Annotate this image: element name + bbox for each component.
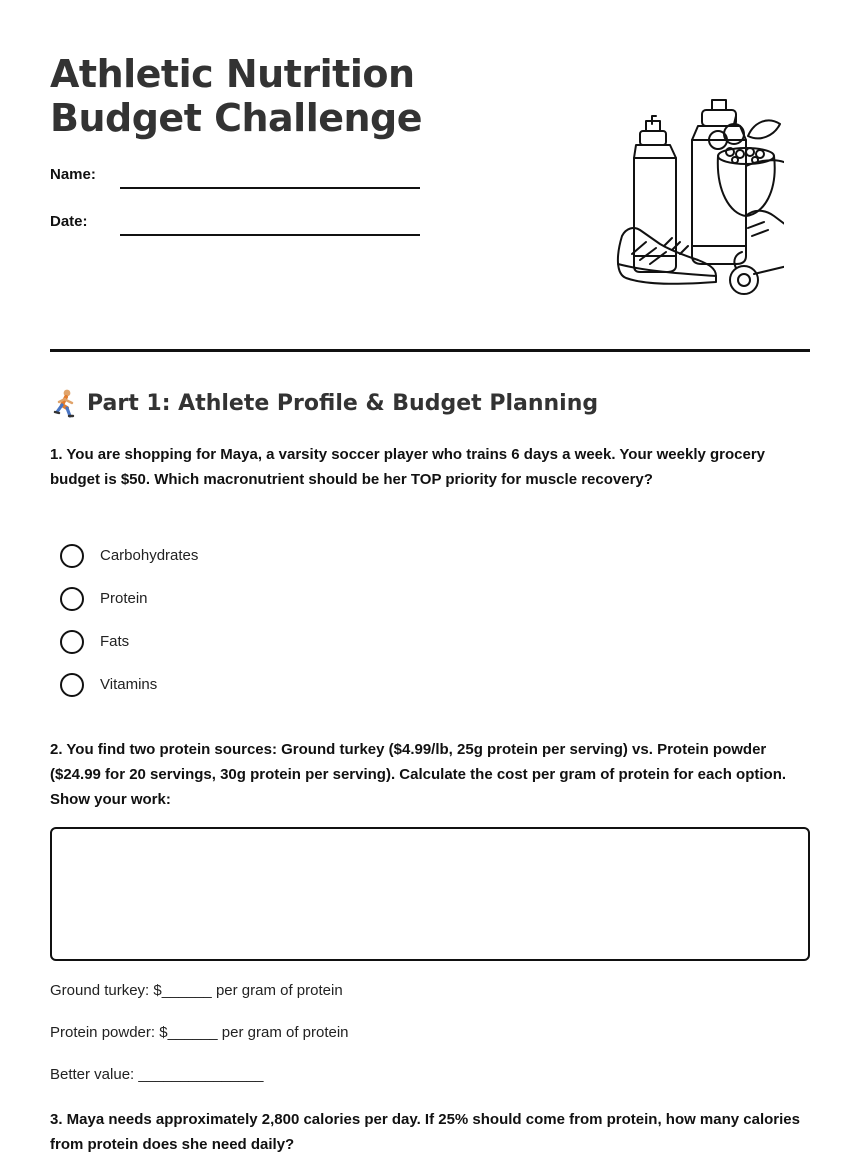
name-field[interactable] [120, 187, 420, 189]
runner-icon [50, 388, 78, 418]
section-divider [50, 349, 810, 352]
work-answer-box[interactable] [50, 827, 810, 961]
radio-button[interactable] [60, 544, 84, 568]
better-value-line[interactable]: Better value: _______________ [50, 1066, 264, 1083]
date-field[interactable] [120, 234, 420, 236]
option-vitamins[interactable] [60, 663, 198, 706]
question-1: 1. You are shopping for Maya, a varsity soccer player who trains 6 days a week. Your weekly grocery budget is $50. Which macronutrient should be her TOP priority for muscle recovery? [50, 446, 766, 488]
question-3: 3. Maya needs approximately 2,800 calories per day. If 25% should come from protein, how many calories from protein does she need daily? [50, 1111, 800, 1153]
question-2: 2. You find two protein sources: Ground turkey ($4.99/lb, 25g protein per serving) vs. Protein powder ($24.99 for 20 servings, 30g protein per serving). Calculate the cost per gram of protein for each option. Show your work: [50, 741, 787, 808]
option-label: Protein [100, 590, 148, 607]
part-1-heading [50, 388, 598, 418]
water-bottles-sneakers-fruit-bowl-dumbbell-illustration [568, 96, 784, 298]
question-1-options [60, 534, 198, 706]
option-label: Fats [100, 633, 130, 650]
turkey-answer-line[interactable]: Ground turkey: $______ per gram of protein [50, 982, 343, 999]
powder-answer-line[interactable]: Protein powder: $______ per gram of protein [50, 1024, 349, 1041]
option-protein[interactable] [60, 577, 198, 620]
worksheet-title [50, 52, 470, 140]
option-label: Vitamins [100, 676, 158, 693]
radio-button[interactable] [60, 587, 84, 611]
option-label: Carbohydrates [100, 547, 199, 564]
option-fats[interactable] [60, 620, 198, 663]
name-label: Name: [50, 166, 96, 183]
date-label: Date: [50, 213, 88, 230]
part-1-title: Part 1: Athlete Profile & Budget Planning [87, 390, 599, 416]
radio-button[interactable] [60, 630, 84, 654]
title-line-2: Budget Challenge [50, 96, 423, 140]
radio-button[interactable] [60, 673, 84, 697]
option-carbohydrates[interactable] [60, 534, 198, 577]
worksheet-page [50, 0, 810, 1161]
title-line-1: Athletic Nutrition [50, 52, 415, 96]
